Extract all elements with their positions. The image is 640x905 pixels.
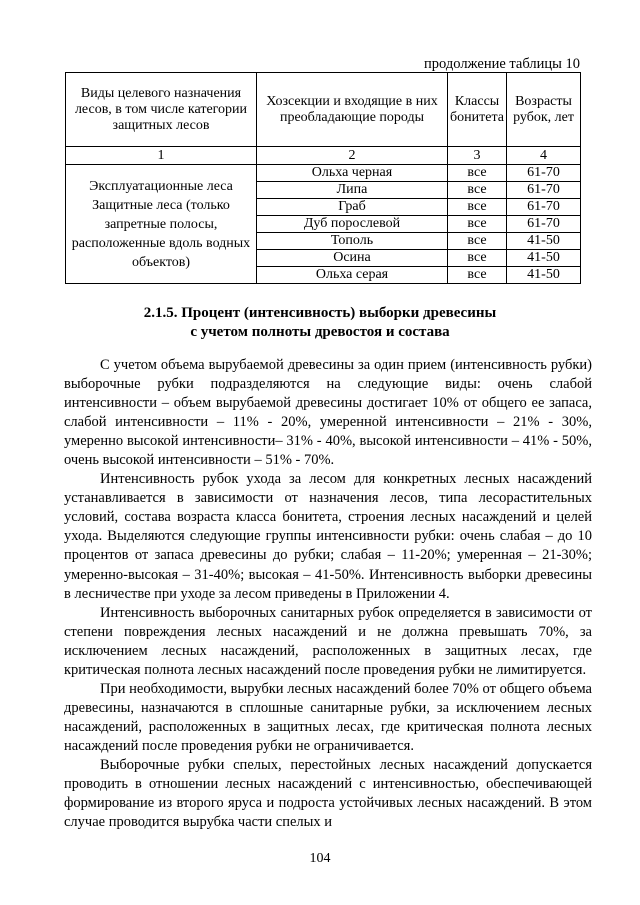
header-bonitet-class: Классы бонитета xyxy=(448,73,507,147)
species-cell: Липа xyxy=(257,182,448,199)
column-number: 2 xyxy=(257,147,448,165)
age-cell: 61-70 xyxy=(507,165,581,182)
page-number: 104 xyxy=(309,851,331,866)
age-cell: 61-70 xyxy=(507,182,581,199)
class-cell: все xyxy=(448,165,507,182)
section-heading-line: с учетом полноты древостоя и состава xyxy=(190,324,450,340)
header-species: Хозсекции и входящие в них преобладающие породы xyxy=(257,73,448,147)
header-forest-purpose: Виды целевого назначения лесов, в том числе категории защитных лесов xyxy=(66,73,257,147)
class-cell: все xyxy=(448,216,507,233)
species-cell: Ольха черная xyxy=(257,165,448,182)
column-number: 1 xyxy=(66,147,257,165)
age-cell: 41-50 xyxy=(507,233,581,250)
age-cell: 41-50 xyxy=(507,267,581,284)
header-cutting-age: Возрасты рубок, лет xyxy=(507,73,581,147)
class-cell: все xyxy=(448,250,507,267)
column-number: 4 xyxy=(507,147,581,165)
table-header-row xyxy=(66,73,581,147)
species-cell: Осина xyxy=(257,250,448,267)
column-number: 3 xyxy=(448,147,507,165)
table-number-row xyxy=(66,147,581,165)
paragraph: С учетом объема вырубаемой древесины за один прием (интенсивность рубки) выборочные рубки подразделяются на следующие виды: очень слабой интенсивности – объем вырубаемой древесины достигает 10% от общего ее запаса, слабой интенсивности – 11% - 20%, умеренной интенсивности – 21% - 30%, умеренно высокой интенсивности– 31% - 40%, высокой интенсивности – 41% - 50%, очень высокой интенсивности – 51% - 70%. xyxy=(64,357,592,469)
class-cell: все xyxy=(448,233,507,250)
class-cell: все xyxy=(448,182,507,199)
section-heading-line: 2.1.5. Процент (интенсивность) выборки древесины xyxy=(143,305,497,321)
body-text xyxy=(64,356,592,832)
age-cell: 41-50 xyxy=(507,250,581,267)
table-continuation-label: продолжение таблицы 10 xyxy=(424,56,580,72)
table-row xyxy=(66,165,581,182)
class-cell: все xyxy=(448,199,507,216)
section-heading xyxy=(0,304,640,342)
paragraph: Интенсивность выборочных санитарных рубок определяется в зависимости от степени повреждения лесных насаждений и не должна превышать 70%, за исключением лесных насаждений, расположенных в защитных лесах, где критическая полнота лесных насаждений после проведения рубки не лимитируется. xyxy=(64,604,592,678)
paragraph: Выборочные рубки спелых, перестойных лесных насаждений допускается проводить в отношении лесных насаждений с интенсивностью, обеспечивающей формирование из второго яруса и подроста устойчивых лесных насаждений. В этом случае проводится вырубка части спелых и xyxy=(64,756,592,831)
forest-category-cell: Эксплуатационные леса Защитные леса (только запретные полосы, расположенные вдоль водных объектов) xyxy=(66,165,257,284)
paragraph: Интенсивность рубок ухода за лесом для конкретных лесных насаждений устанавливается в зависимости от назначения лесов, типа лесорастительных условий, состава возраста класса бонитета, строения лесных насаждений и целей ухода. Выделяются следующие группы интенсивности рубки: очень слабая – до 10 процентов от запаса древесины до рубки; слабая – 11-20%; умеренная – 21-30%; умеренно-высокая – 31-40%; высокая – 41-50%. Интенсивность выборки древесины в лесничестве при уходе за лесом приведены в Приложении 4. xyxy=(64,471,592,602)
paragraph: При необходимости, вырубки лесных насаждений более 70% от общего объема древесины, назначаются в сплошные санитарные рубки, за исключением лесных насаждений, расположенных в защитных лесах, где критическая полнота лесных насаждений после проведения рубки не ограничивается. xyxy=(64,680,592,754)
species-cell: Ольха серая xyxy=(257,267,448,284)
species-cell: Граб xyxy=(257,199,448,216)
species-cell: Дуб порослевой xyxy=(257,216,448,233)
age-cell: 61-70 xyxy=(507,216,581,233)
species-cell: Тополь xyxy=(257,233,448,250)
cutting-age-table xyxy=(65,72,581,284)
age-cell: 61-70 xyxy=(507,199,581,216)
class-cell: все xyxy=(448,267,507,284)
